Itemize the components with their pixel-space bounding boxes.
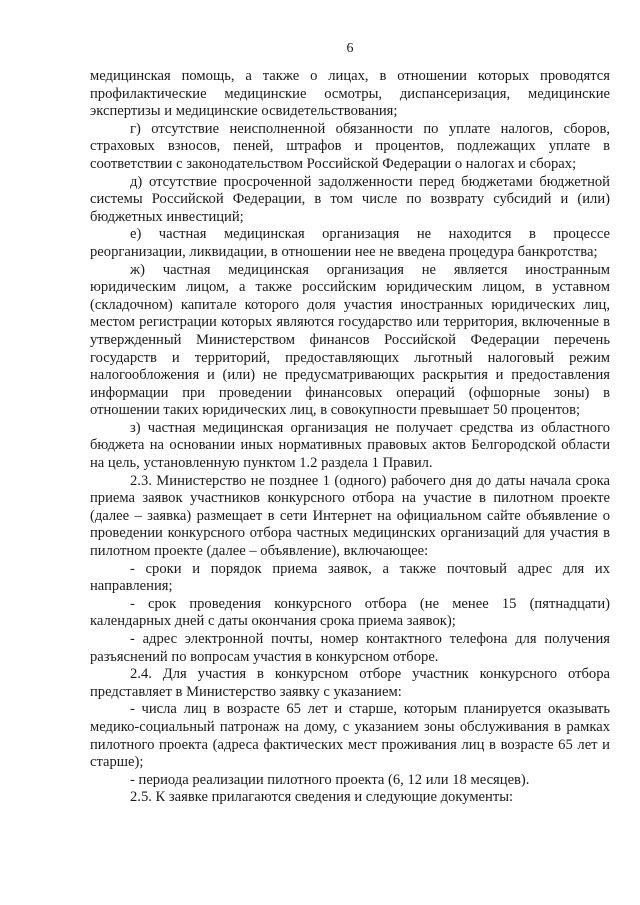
paragraph-item-g: г) отсутствие неисполненной обязанности по уплате налогов, сборов, страховых взносов, пеней, штрафов и процентов, подлежащих уплате в соответствии с законодательством Российской Федерации о налогах и сборах; xyxy=(90,120,610,172)
paragraph-section-2-4: 2.4. Для участия в конкурсном отборе участник конкурсного отбора представляет в Министерство заявку с указанием: xyxy=(90,666,610,700)
list-item-submission-terms: - сроки и порядок приема заявок, а также почтовый адрес для их направления; xyxy=(90,560,610,595)
list-item-project-period: - периода реализации пилотного проекта (6, 12 или 18 месяцев). xyxy=(130,771,530,788)
paragraph-item-e: е) частная медицинская организация не находится в процессе реорганизации, ликвидации, в отношении нее не введена процедура банкротства; xyxy=(90,226,610,260)
document-body xyxy=(90,68,610,807)
page-number: 6 xyxy=(346,41,354,56)
paragraph-section-2-3: 2.3. Министерство не позднее 1 (одного) рабочего дня до даты начала срока приема заявок участников конкурсного отбора на участие в пилотном проекте (далее – заявка) размещает в сети Интернет на официальном сайте объявление о проведении конкурсного отбора частных медицинских организаций для участия в пилотном проекте (далее – объявление), включающее: xyxy=(90,472,610,560)
paragraph-continuation: медицинская помощь, а также о лицах, в отношении которых проводятся профилактические медицинские осмотры, диспансеризация, медицинские экспертизы и медицинские освидетельствования; xyxy=(90,68,610,120)
list-item-number-of-persons: - числа лиц в возрасте 65 лет и старше, которым планируется оказывать медико-социальный патронаж на дому, с указанием зоны обслуживания в рамках пилотного проекта (адреса фактических мест проживания лиц в возрасте 65 лет и старше); xyxy=(90,701,610,771)
paragraph-item-zh: ж) частная медицинская организация не является иностранным юридическим лицом, а также российским юридическим лицом, в уставном (складочном) капитале которого доля участия иностранных юридических лиц, местом регистрации которых являются государство или территория, включенные в утвержденный Министерством финансов Российской Федерации перечень государств и территорий, предоставляющих льготный налоговый режим налогообложения и (или) не предусматривающих раскрытия и предоставления информации при проведении финансовых операций (офшорные зоны) в отношении таких юридических лиц, в совокупности превышает 50 процентов; xyxy=(90,261,610,419)
paragraph-item-d: д) отсутствие просроченной задолженности перед бюджетами бюджетной системы Российской Федерации, в том числе по возврату субсидий и (или) бюджетных инвестиций; xyxy=(90,173,610,225)
paragraph-item-z: з) частная медицинская организация не получает средства из областного бюджета на основании иных нормативных правовых актов Белгородской области на цель, установленную пунктом 1.2 раздела 1 Правил. xyxy=(90,419,610,472)
list-item-selection-period: - срок проведения конкурсного отбора (не менее 15 (пятнадцати) календарных дней с даты окончания срока приема заявок); xyxy=(90,595,610,630)
paragraph-section-2-5: 2.5. К заявке прилагаются сведения и следующие документы: xyxy=(130,789,514,806)
list-item-contacts: - адрес электронной почты, номер контактного телефона для получения разъяснений по вопросам участия в конкурсном отборе. xyxy=(90,631,610,665)
